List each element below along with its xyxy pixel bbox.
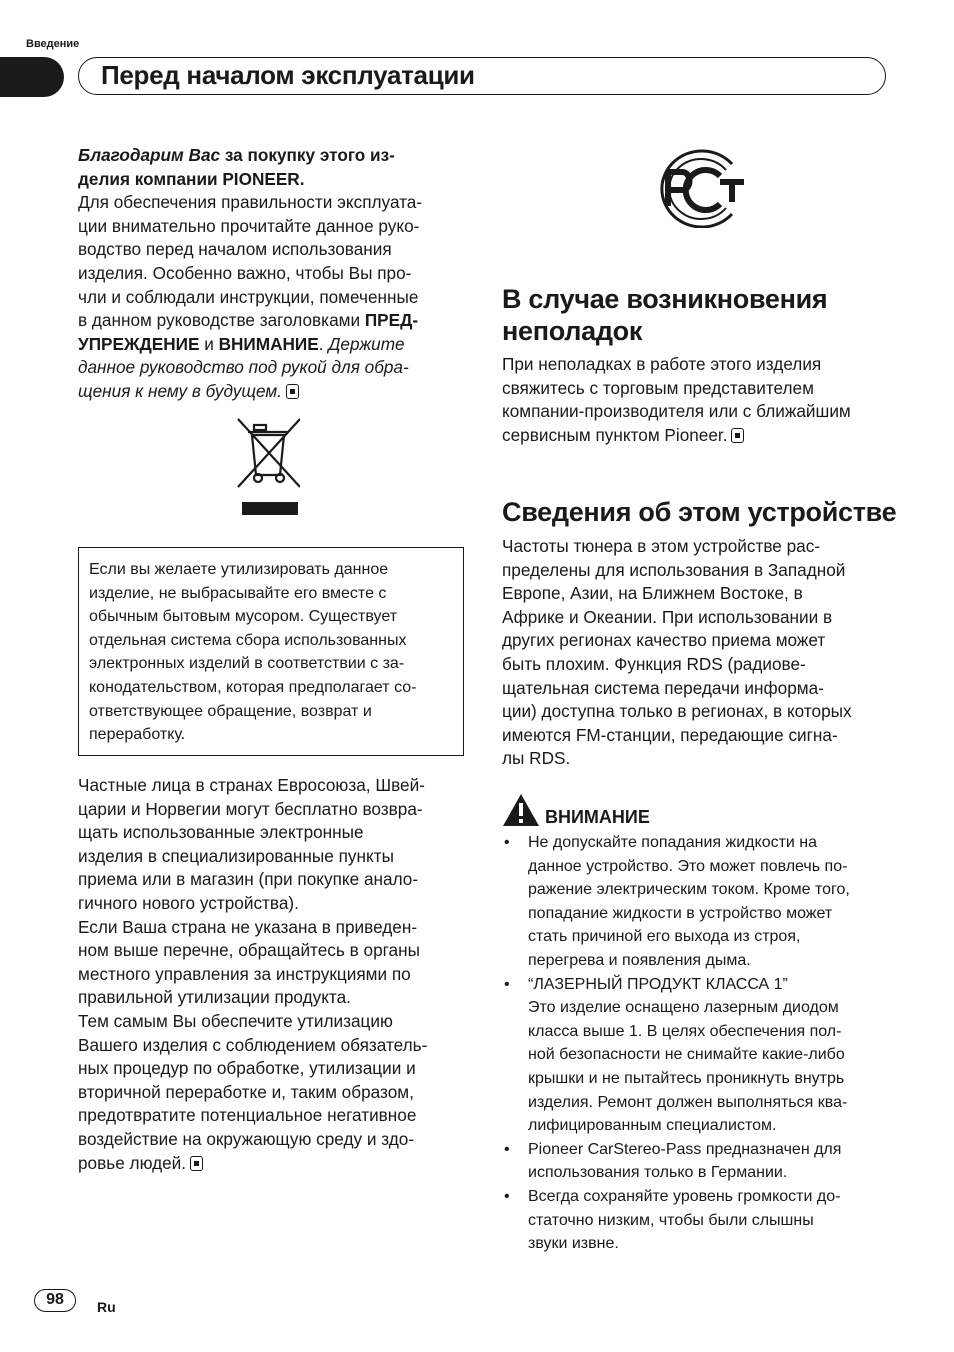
disposal-line: переработку. <box>89 726 186 744</box>
caution-line: перегрева и появления дыма. <box>528 951 751 969</box>
caution-title: ВНИМАНИЕ <box>545 807 650 827</box>
intro-italic: данное руководство под рукой для обра- <box>78 357 409 378</box>
intro-thanks: Благодарим Вас <box>78 145 221 165</box>
intro-line <box>78 380 464 404</box>
disposal-line: изделие, не выбрасывайте его вместе с <box>89 584 387 602</box>
intro-bold: ПРЕД- <box>364 310 419 331</box>
intro-line <box>78 168 464 192</box>
intro-text <box>78 144 464 404</box>
stop-mark-icon <box>190 1156 203 1171</box>
eu-disposal-text <box>78 774 464 1175</box>
about-line: Африке и Океании. При использовании в <box>502 606 833 627</box>
eu-line: ных процедур по обработке, утилизации и <box>78 1058 416 1079</box>
eu-line: вторичной переработке и, таким образом, <box>78 1081 414 1102</box>
trouble-heading-line1: В случае возникновения <box>502 284 828 314</box>
rst-certification-logo <box>640 148 752 228</box>
intro-line: чли и соблюдали инструкции, помеченные <box>78 286 419 307</box>
about-line: лы RDS. <box>502 748 571 769</box>
page-number: 98 <box>34 1289 76 1312</box>
trouble-line: компании-производителя или с ближайшим <box>502 401 851 422</box>
trouble-line: свяжитесь с торговым представителем <box>502 377 814 398</box>
intro-line <box>78 144 464 168</box>
caution-line: • Не допускайте попадания жидкости на <box>528 834 818 851</box>
eu-last-line: ровье людей. <box>78 1152 187 1173</box>
eu-line: правильной утилизации продукта. <box>78 987 351 1008</box>
disposal-line: электронных изделий в соответствии с за- <box>89 655 405 673</box>
eu-line: приема или в магазин (при покупке анало- <box>78 869 419 890</box>
eu-line: щать использованные электронные <box>78 822 364 843</box>
list-item <box>504 1138 850 1185</box>
eu-line <box>78 1152 464 1176</box>
eu-line: Если Ваша страна не указана в приведен- <box>78 916 418 937</box>
eu-line: Частные лица в странах Евросоюза, Швей- <box>78 775 425 795</box>
intro-bold: УПРЕЖДЕНИЕ <box>78 333 200 354</box>
about-line: Частоты тюнера в этом устройстве рас- <box>502 536 821 556</box>
disposal-line: Если вы желаете утилизировать данное <box>89 561 389 578</box>
list-item <box>504 1185 850 1256</box>
section-label: Введение <box>26 38 80 50</box>
caution-line: Это изделие оснащено лазерным диодом <box>528 999 839 1017</box>
caution-line: • Pioneer CarStereo-Pass предназначен для <box>528 1140 842 1158</box>
page-title-box <box>78 57 886 95</box>
intro-italic: Держите <box>328 333 405 354</box>
about-line: Европе, Азии, на Ближнем Востоке, в <box>502 583 803 604</box>
about-text <box>502 535 894 771</box>
eu-line: предотвратите потенциальное негативное <box>78 1105 417 1126</box>
intro-text-span: . <box>318 333 329 354</box>
caution-line: данное устройство. Это может повлечь по- <box>528 857 848 875</box>
weee-bin-icon <box>236 417 300 517</box>
caution-line: ной безопасности не снимайте какие-либо <box>528 1046 845 1064</box>
warning-triangle-icon <box>502 793 540 827</box>
caution-line: • Всегда сохраняйте уровень громкости до- <box>528 1187 841 1205</box>
section-tab <box>0 57 64 97</box>
eu-line: воздействие на окружающую среду и здо- <box>78 1128 415 1149</box>
caution-line: попадание жидкости в устройство может <box>528 904 833 922</box>
eu-line: царии и Норвегии могут бесплатно возвра- <box>78 798 423 819</box>
caution-header <box>502 793 650 832</box>
stop-mark-icon <box>286 384 299 399</box>
caution-line: стать причиной его выхода из строя, <box>528 928 801 946</box>
intro-line: водство перед началом использования <box>78 239 392 260</box>
intro-italic: щения к нему в будущем. <box>78 380 282 401</box>
about-line: щательная система передачи информа- <box>502 677 824 698</box>
intro-line <box>78 309 464 333</box>
caution-line: изделия. Ремонт должен выполняться ква- <box>528 1093 848 1111</box>
caution-line: класса выше 1. В целях обеспечения пол- <box>528 1022 842 1040</box>
eu-line: гичного нового устройства). <box>78 892 299 913</box>
eu-line: ном выше перечне, обращайтесь в органы <box>78 940 420 961</box>
intro-company: делия компании PIONEER. <box>78 168 305 189</box>
intro-text-span: в данном руководстве заголовками <box>78 310 365 331</box>
disposal-line: обычным бытовым мусором. Существует <box>89 608 398 626</box>
caution-line: использования только в Германии. <box>528 1164 788 1182</box>
page-title: Перед началом эксплуатации <box>101 60 475 90</box>
stop-mark-icon <box>731 428 744 443</box>
intro-line <box>78 333 464 357</box>
about-line: имеются FM-станции, передающие сигна- <box>502 724 838 745</box>
about-line: быть плохим. Функция RDS (радиове- <box>502 653 806 674</box>
intro-text-span: и <box>199 333 219 354</box>
caution-line: крышки и не пытайтесь проникнуть внутрь <box>528 1069 845 1087</box>
language-code: Ru <box>97 1299 116 1315</box>
disposal-line: конодательством, которая предполагает со- <box>89 678 417 696</box>
trouble-heading-line2: неполадок <box>502 316 643 346</box>
eu-line: Вашего изделия с соблюдением обязатель- <box>78 1034 428 1055</box>
trouble-text <box>502 353 894 447</box>
about-line: пределены для использования в Западной <box>502 559 846 580</box>
eu-line: изделия в специализированные пункты <box>78 845 394 866</box>
caution-line: ражение электрическим током. Кроме того, <box>528 881 850 899</box>
about-heading: Сведения об этом устройстве <box>502 497 897 527</box>
caution-line: статочно низким, чтобы были слышны <box>528 1211 814 1229</box>
about-line: ции) доступна только в регионах, в которых <box>502 701 852 722</box>
intro-bold: ВНИМАНИЕ <box>218 333 319 354</box>
intro-line: ции внимательно прочитайте данное руко- <box>78 215 420 236</box>
intro-line <box>78 356 464 380</box>
eu-line: местного управления за инструкциями по <box>78 963 411 984</box>
intro-line: Для обеспечения правильности эксплуата- <box>78 192 423 213</box>
trouble-line: При неполадках в работе этого изделия <box>502 354 822 374</box>
list-item <box>504 973 850 1138</box>
about-line: других регионах качество приема может <box>502 630 826 651</box>
caution-line: звуки извне. <box>528 1235 619 1253</box>
eu-line: Тем самым Вы обеспечите утилизацию <box>78 1010 393 1031</box>
disposal-info-box <box>78 547 464 756</box>
caution-line: лифицированным специалистом. <box>528 1117 777 1135</box>
trouble-heading <box>502 283 827 347</box>
intro-thanks-rest: за покупку этого из- <box>220 145 395 165</box>
list-item <box>504 831 850 973</box>
intro-line: изделия. Особенно важно, чтобы Вы про- <box>78 262 412 283</box>
caution-list <box>504 831 850 1256</box>
trouble-last-line: сервисным пунктом Pioneer. <box>502 424 728 445</box>
disposal-line: ответствующее обращение, возврат и <box>89 702 372 720</box>
trouble-line <box>502 424 894 448</box>
disposal-line: отдельная система сбора использованных <box>89 631 407 649</box>
caution-line: • “ЛАЗЕРНЫЙ ПРОДУКТ КЛАССА 1” <box>528 975 788 993</box>
